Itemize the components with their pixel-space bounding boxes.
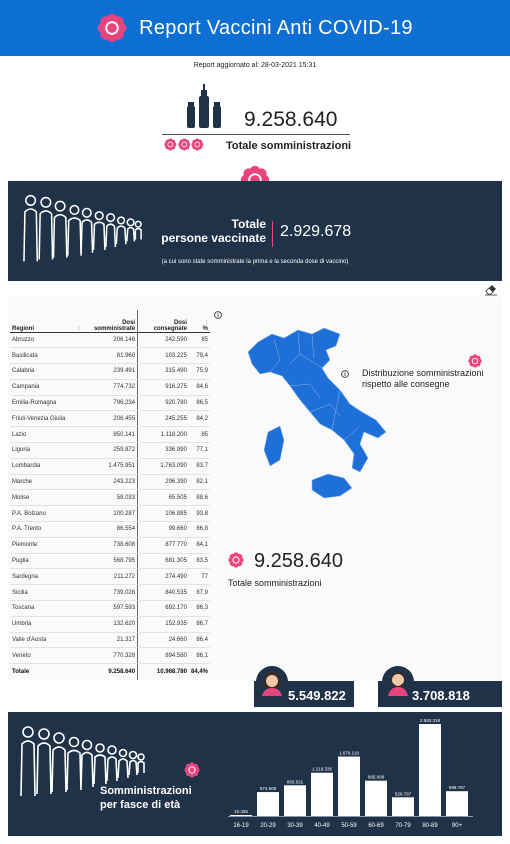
doses-delivered: 894.580 [138,648,189,664]
age-bar-category-label: 60-69 [368,823,384,829]
age-bar[interactable] [284,785,306,816]
doses-delivered: 103.225 [138,348,189,364]
flower-icon [468,354,482,368]
age-bar-value-label: 865.631 [286,779,304,785]
people-vaccinated-value: 2.929.678 [280,223,352,240]
accent-divider [272,221,273,247]
column-header-percent[interactable]: ↕ % [189,310,210,332]
region-name: Abruzzo [10,332,82,348]
region-name: Puglia [10,553,82,569]
table-row[interactable] [10,348,210,364]
percent-value: 86,3 [189,601,210,617]
doses-administered: 239.491 [82,364,138,380]
doses-delivered: 877.770 [138,537,189,553]
doses-delivered: 336.990 [138,443,189,459]
doses-administered: 58.033 [82,490,138,506]
flower-icon [228,552,244,568]
region-name: P.A. Bolzano [10,506,82,522]
table-row[interactable] [10,427,210,443]
percent-value: 86,8 [189,522,210,538]
doses-delivered: 242.590 [138,332,189,348]
region-name: Marche [10,474,82,490]
percent-value: 82,1 [189,474,210,490]
flower-icon [184,762,200,778]
flower-icon [164,138,177,151]
region-name: Campania [10,379,82,395]
column-header-dosi-somministrate[interactable]: Dosi somministrate [82,310,138,332]
age-groups-panel [8,712,502,836]
total-delivered: 10.968.780 [156,668,187,675]
total-administrations-caption: Totale somministrazioni [226,140,352,152]
percent-value: 86,1 [189,648,210,664]
region-name: Sicilia [10,585,82,601]
doses-delivered: 692.170 [138,601,189,617]
region-name: Friuli-Venezia Giulia [10,411,82,427]
total-percent: 84,4% [190,668,208,675]
report-updated-label: Report aggiornato al: 28-03-2021 15:31 [193,62,317,69]
regions-table [10,310,210,680]
table-row[interactable] [10,458,210,474]
table-row[interactable] [10,553,210,569]
table-row[interactable] [10,395,210,411]
table-row[interactable] [10,632,210,648]
age-bar-category-label: 80-89 [422,823,438,829]
table-row[interactable] [10,648,210,664]
doses-administered: 259.872 [82,443,138,459]
doses-administered: 100.287 [82,506,138,522]
doses-administered: 774.732 [82,379,138,395]
age-bar-category-label: 40-49 [314,823,330,829]
people-label-line2: persone vaccinate [161,231,266,245]
map-total-value: 9.258.640 [254,550,343,572]
table-row[interactable] [10,506,210,522]
italy-map[interactable] [240,320,390,520]
age-bar-value-label: 526.797 [394,791,412,797]
column-header-region[interactable]: Regioni ↕ [10,310,82,332]
age-bar[interactable] [230,815,252,816]
age-bar-value-label: 10.335 [234,809,248,814]
percent-value: 87,9 [189,585,210,601]
doses-delivered: 315.490 [138,364,189,380]
region-name: Sardegna [10,569,82,585]
percent-value: 84,6 [189,379,210,395]
doses-administered: 739.028 [82,585,138,601]
doses-administered: 206.146 [82,332,138,348]
table-row[interactable] [10,474,210,490]
doses-administered: 597.593 [82,601,138,617]
table-row[interactable] [10,537,210,553]
app-header [0,0,510,56]
age-bar[interactable] [446,791,468,816]
doses-delivered: 274.490 [138,569,189,585]
table-row[interactable] [10,585,210,601]
percent-value: 79,4 [189,348,210,364]
doses-administered: 770.328 [82,648,138,664]
total-administered: 9.258.640 [82,664,138,680]
doses-administered: 1.475.951 [82,458,138,474]
age-bar-category-label: 16-19 [233,823,249,829]
age-bar-category-label: 90+ [451,823,463,829]
region-name: Liguria [10,443,82,459]
age-bar-value-label: 698.787 [448,785,466,791]
map-total-caption: Totale somministrazioni [228,578,322,588]
table-row[interactable] [10,379,210,395]
region-name: Toscana [10,601,82,617]
percent-value: 84,1 [189,537,210,553]
percent-value: 86,4 [189,632,210,648]
flower-icon [191,138,204,151]
doses-delivered: 106.885 [138,506,189,522]
age-groups-label [100,784,192,812]
flower-row [164,138,204,152]
region-name: Lazio [10,427,82,443]
people-vaccinated-label [161,217,266,245]
age-label-line2: per fasce di età [100,799,181,811]
region-name: Molise [10,490,82,506]
region-name: Lombardia [10,458,82,474]
doses-administered: 21.317 [82,632,138,648]
percent-value: 84,2 [189,411,210,427]
region-name: Umbria [10,616,82,632]
percent-value: 77,1 [189,443,210,459]
total-administrations-summary [160,80,360,160]
age-bar-category-label: 50-59 [341,823,357,829]
divider [162,134,350,135]
age-bar-value-label: 1.676.119 [339,750,359,756]
region-name: Calabria [10,364,82,380]
region-name: Basilicata [10,348,82,364]
age-bar-value-label: 674.608 [259,786,277,792]
table-row[interactable] [10,443,210,459]
percent-value: 83,5 [189,553,210,569]
doses-administered: 950.141 [82,427,138,443]
percent-value: 83,7 [189,458,210,474]
table-header-row [10,310,210,332]
people-vaccinated-panel [8,181,502,281]
male-count: 3.708.818 [412,688,470,703]
map-legend [350,368,484,390]
vials-icon [184,84,224,130]
total-label: Totale [12,668,30,675]
doses-administered: 796.234 [82,395,138,411]
doses-administered: 132.620 [82,616,138,632]
age-bar[interactable] [257,792,279,816]
doses-delivered: 916.275 [138,379,189,395]
table-total-row [10,664,210,680]
doses-delivered: 296.390 [138,474,189,490]
region-name: Valle d'Aosta [10,632,82,648]
female-count: 5.549.822 [288,688,346,703]
doses-delivered: 840.535 [138,585,189,601]
age-bar[interactable] [419,724,441,816]
age-bar-category-label: 70-79 [395,823,411,829]
doses-delivered: 152.935 [138,616,189,632]
doses-delivered: 1.763.090 [138,458,189,474]
eraser-icon[interactable] [484,282,498,296]
doses-administered: 86.554 [82,522,138,538]
table-row[interactable] [10,522,210,538]
percent-value: 88,6 [189,490,210,506]
doses-administered: 738.608 [82,537,138,553]
info-icon[interactable] [341,370,349,378]
age-label-line1: Somministrazioni [100,785,192,797]
woman-avatar [256,666,288,698]
table-row[interactable] [10,364,210,380]
crowd-icon [18,189,148,269]
doses-administered: 81.960 [82,348,138,364]
doses-administered: 568.795 [82,553,138,569]
people-label-line1: Totale [231,217,266,231]
table-row[interactable] [10,490,210,506]
total-administrations-value: 9.258.640 [244,108,338,131]
doses-administered: 211.272 [82,569,138,585]
age-bar-value-label: 1.219.336 [311,766,333,772]
percent-value: 85 [189,332,210,348]
age-bar-chart [228,712,498,836]
percent-value: 75,9 [189,364,210,380]
table-row[interactable] [10,332,210,348]
info-icon[interactable] [214,311,222,319]
doses-delivered: 65.505 [138,490,189,506]
doses-administered: 243.223 [82,474,138,490]
doses-delivered: 99.660 [138,522,189,538]
flower-icon [178,138,191,151]
doses-delivered: 681.305 [138,553,189,569]
age-bar-category-label: 20-29 [260,823,276,829]
people-vaccinated-note: (a cui sono state somministrate la prima e la seconda dose di vaccino) [161,259,349,265]
man-avatar [382,666,414,698]
map-legend-line2: rispetto alle consegne [362,379,450,389]
percent-value: 93,8 [189,506,210,522]
age-bar-category-label: 30-39 [287,823,303,829]
percent-value: 77 [189,569,210,585]
doses-delivered: 920.780 [138,395,189,411]
table-row[interactable] [10,569,210,585]
table-row[interactable] [10,616,210,632]
region-name: P.A. Trento [10,522,82,538]
region-name: Piemonte [10,537,82,553]
region-name: Emilia-Romagna [10,395,82,411]
percent-value: 86,7 [189,616,210,632]
age-bar[interactable] [338,757,360,816]
page-title: Report Vaccini Anti COVID-19 [139,16,413,39]
table-row[interactable] [10,601,210,617]
age-bar[interactable] [311,773,333,816]
table-row[interactable] [10,411,210,427]
flower-icon [97,13,127,43]
percent-value: 86,5 [189,395,210,411]
map-legend-line1: Distribuzione somministrazioni [362,368,484,378]
percent-value: 85 [189,427,210,443]
age-bar[interactable] [365,781,387,816]
column-header-dosi-consegnate[interactable]: Dosi consegnate [138,310,189,332]
age-bar[interactable] [392,797,414,816]
doses-administered: 206.455 [82,411,138,427]
region-name: Veneto [10,648,82,664]
age-bar-value-label: 995.008 [367,774,385,780]
age-bar-value-label: 2.593.318 [419,718,441,723]
doses-delivered: 24.660 [138,632,189,648]
doses-delivered: 1.118.200 [138,427,189,443]
doses-delivered: 245.255 [138,411,189,427]
